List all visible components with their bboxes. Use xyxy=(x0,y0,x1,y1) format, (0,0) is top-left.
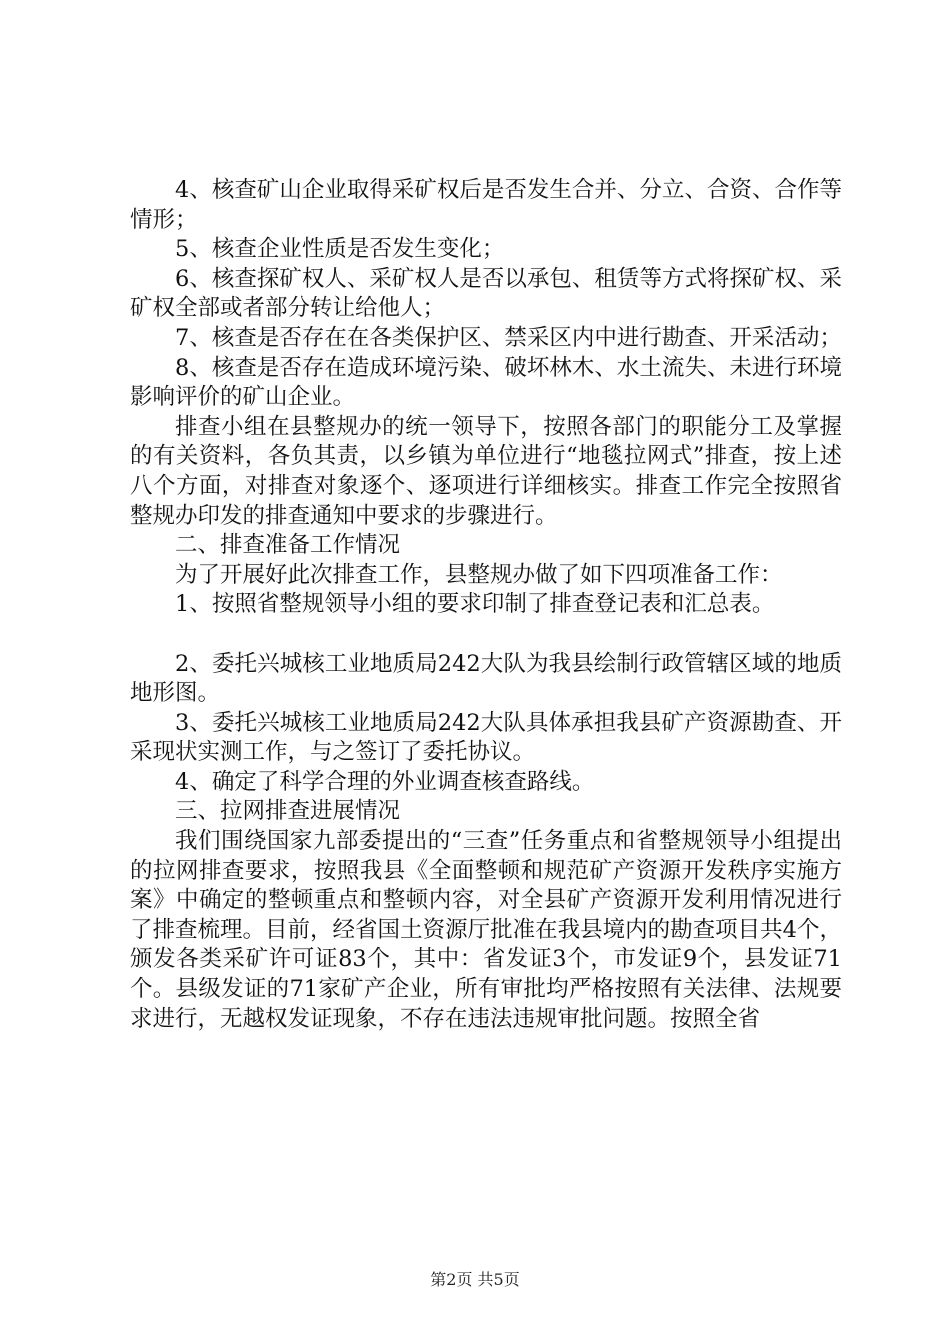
paragraph-prep-3: 3、委托兴城核工业地质局242大队具体承担我县矿产资源勘查、开采现状实测工作，与之签订了委托协议。 xyxy=(130,709,842,766)
section-heading-3: 三、拉网排查进展情况 xyxy=(175,798,401,825)
paragraph-item-7: 7、核查是否存在在各类保护区、禁采区内中进行勘查、开采活动； xyxy=(175,324,842,351)
paragraph-item-5: 5、核查企业性质是否发生变化； xyxy=(175,236,505,263)
paragraph-item-8: 8、核查是否存在造成环境污染、破坏林木、水土流失、未进行环境影响评价的矿山企业。 xyxy=(130,354,842,411)
paragraph-prep-4: 4、确定了科学合理的外业调查核查路线。 xyxy=(175,768,595,795)
blank-line xyxy=(130,620,842,650)
section-heading-2: 二、排查准备工作情况 xyxy=(175,532,401,559)
paragraph-item-4: 4、核查矿山企业取得采矿权后是否发生合并、分立、合资、合作等情形； xyxy=(130,177,842,233)
paragraph-prep-1: 1、按照省整规领导小组的要求印制了排查登记表和汇总表。 xyxy=(175,591,775,618)
paragraph-item-6: 6、核查探矿权人、采矿权人是否以承包、租赁等方式将探矿权、采矿权全部或者部分转让给他人； xyxy=(130,265,842,322)
page-number-footer: 第2页 共5页 xyxy=(430,1270,520,1289)
paragraph-prep-2: 2、委托兴城核工业地质局242大队为我县绘制行政管辖区域的地质地形图。 xyxy=(130,650,842,707)
paragraph-team-process: 排查小组在县整规办的统一领导下，按照各部门的职能分工及掌握的有关资料，各负其责，以乡镇为单位进行“地毯拉网式”排查，按上述八个方面，对排查对象逐个、逐项进行详细核实。排查工作完全按照省整规办印发的排查通知中要求的步骤进行。 xyxy=(130,413,842,529)
paragraph-preparation-intro: 为了开展好此次排查工作，县整规办做了如下四项准备工作： xyxy=(175,561,783,588)
document-body xyxy=(130,176,842,1034)
paragraph-progress: 我们围绕国家九部委提出的“三查”任务重点和省整规领导小组提出的拉网排查要求，按照我县《全面整顿和规范矿产资源开发秩序实施方案》中确定的整顿重点和整顿内容，对全县矿产资源开发利用情况进行了排查梳理。目前，经省国土资源厅批准在我县境内的勘查项目共4个，颁发各类采矿许可证83个，其中：省发证3个，市发证9个，县发证71个。县级发证的71家矿产企业，所有审批均严格按照有关法律、法规要求进行，无越权发证现象，不存在违法违规审批问题。按照全省 xyxy=(130,828,842,1032)
